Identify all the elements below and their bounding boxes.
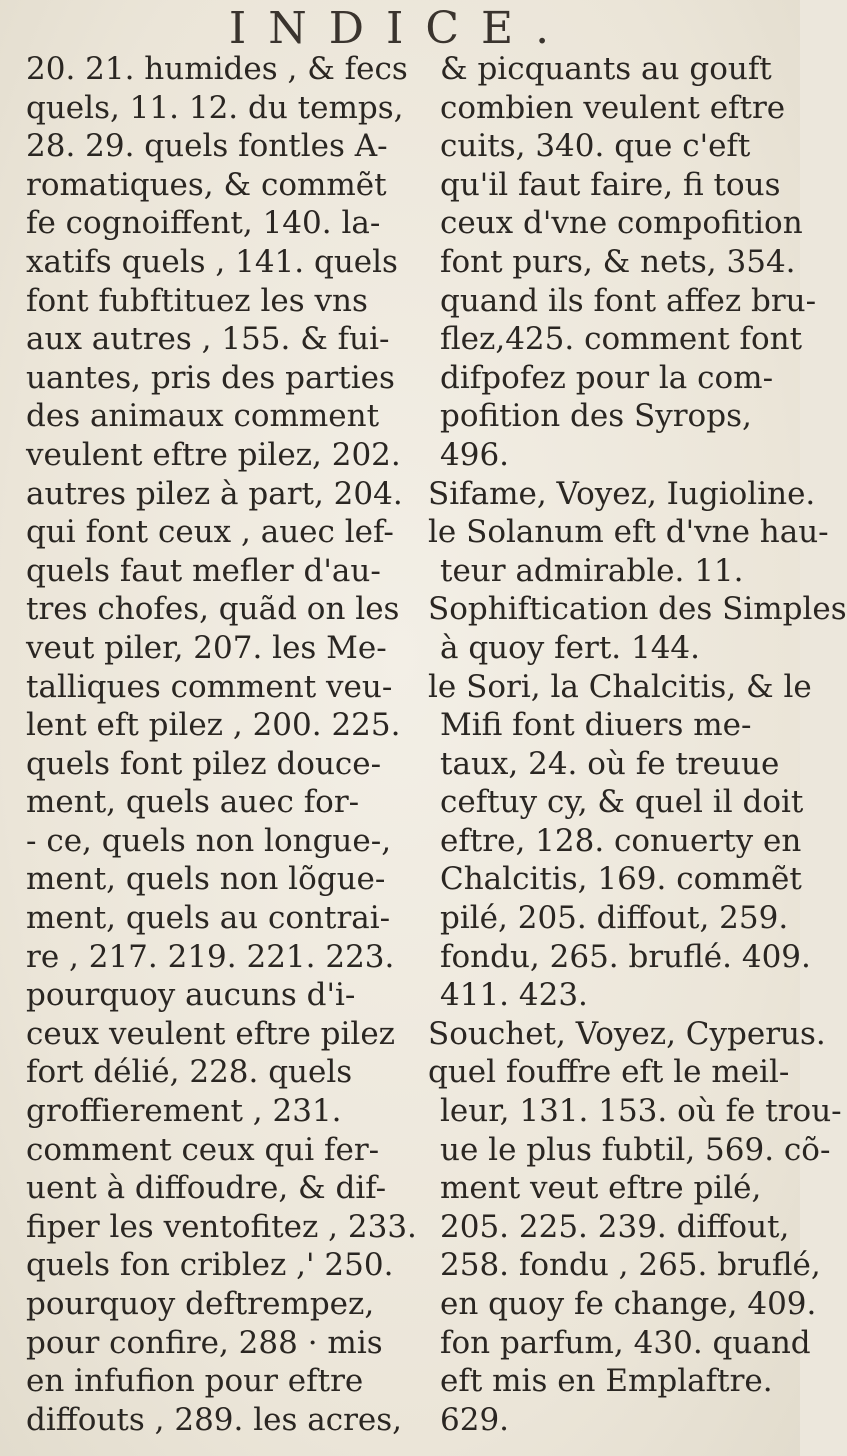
index-line: Mifi font diuers me- <box>440 707 752 744</box>
left-column <box>26 50 417 1439</box>
index-line: 629. <box>440 1401 510 1438</box>
index-line: des animaux comment <box>26 398 380 435</box>
index-line: ceux d'vne compofition <box>440 205 803 242</box>
index-line: 258. fondu , 265. bruflé, <box>440 1247 821 1284</box>
index-line: cuits, 340. que c'eft <box>440 128 751 165</box>
index-line: Souchet, Voyez, Cyperus. <box>428 1015 826 1052</box>
index-line: quand ils font affez bru- <box>440 282 817 319</box>
index-line: ue le plus fubtil, 569. cõ- <box>440 1131 831 1168</box>
index-line: qu'il faut faire, fi tous <box>440 166 781 203</box>
index-line: quel fouffre eft le meil- <box>428 1054 790 1091</box>
index-line: fon parfum, 430. quand <box>440 1324 811 1361</box>
index-line: & picquants au gouft <box>440 51 772 87</box>
index-line: ceftuy cy, & quel il doit <box>440 784 804 821</box>
index-line: diffouts , 289. les acres, <box>26 1401 403 1438</box>
index-line: 205. 225. 239. diffout, <box>440 1208 790 1245</box>
index-line: qui font ceux , auec lef- <box>26 514 394 551</box>
index-line: romatiques, & commẽt <box>26 166 387 203</box>
index-line: pourquoy deftrempez, <box>26 1286 375 1322</box>
index-line: ment veut eftre pilé, <box>440 1170 762 1207</box>
index-line: difpofez pour la com- <box>440 359 774 396</box>
index-line: eft mis en Emplaftre. <box>440 1363 773 1400</box>
index-line: - ce, quels non longue-, <box>26 822 392 859</box>
index-line: fort délié, 228. quels <box>26 1054 353 1091</box>
index-line: 28. 29. quels fontles A- <box>26 128 388 165</box>
index-line: pourquoy aucuns d'i- <box>26 977 356 1014</box>
index-line: ment, quels au contrai- <box>26 900 391 937</box>
index-line: combien veulent eftre <box>440 89 786 126</box>
index-line: 496. <box>440 436 510 473</box>
index-line: uent à diffoudre, & dif- <box>26 1170 387 1207</box>
index-line: autres pilez à part, 204. <box>26 475 403 512</box>
index-line: font purs, & nets, 354. <box>440 243 796 280</box>
index-line: xatifs quels , 141. quels <box>26 243 398 280</box>
index-line: ment, quels non lõgue- <box>26 861 386 898</box>
index-line: talliques comment veu- <box>26 668 393 705</box>
index-line: pour confire, 288 · mis <box>26 1324 383 1361</box>
index-line: en infufion pour eftre <box>26 1363 364 1400</box>
index-line: quels fon criblez ,' 250. <box>26 1247 394 1284</box>
index-line: quels font pilez douce- <box>26 745 382 782</box>
index-line: fondu, 265. bruflé. 409. <box>440 938 811 975</box>
index-line: Sifame, Voyez, Iugioline. <box>428 475 816 512</box>
index-line: 411. 423. <box>440 977 588 1014</box>
index-line: pofition des Syrops, <box>440 398 752 435</box>
index-line: flez,425. comment font <box>440 321 803 358</box>
page-header: INDICE. <box>228 3 572 54</box>
index-line: teur admirable. 11. <box>440 552 744 589</box>
index-line: Chalcitis, 169. commẽt <box>440 861 802 898</box>
right-column <box>428 50 847 1439</box>
index-line: veulent eftre pilez, 202. <box>26 436 401 473</box>
index-line: fe cognoiffent, 140. la- <box>26 205 381 242</box>
index-line: Sophiftication des Simples <box>428 591 847 628</box>
index-line: le Sori, la Chalcitis, & le <box>428 668 812 705</box>
index-line: fiper les ventofitez , 233. <box>26 1208 417 1245</box>
index-line: font fubftituez les vns <box>26 282 368 319</box>
index-line: ceux veulent eftre pilez <box>26 1015 396 1052</box>
index-line: 20. 21. humides , & fecs <box>26 51 408 87</box>
index-line: re , 217. 219. 221. 223. <box>26 938 395 975</box>
index-line: comment ceux qui fer- <box>26 1131 380 1168</box>
index-line: veut piler, 207. les Me- <box>26 629 387 666</box>
index-line: groffierement , 231. <box>26 1093 342 1130</box>
index-line: eftre, 128. conuerty en <box>440 822 802 859</box>
index-line: le Solanum eft d'vne hau- <box>428 514 829 551</box>
index-line: en quoy fe change, 409. <box>440 1286 817 1322</box>
index-line: taux, 24. où fe treuue <box>440 745 780 782</box>
index-line: aux autres , 155. & fui- <box>26 321 390 358</box>
index-line: tres chofes, quãd on les <box>26 591 400 628</box>
index-line: lent eft pilez , 200. 225. <box>26 707 401 744</box>
index-line: pilé, 205. diffout, 259. <box>440 900 789 937</box>
index-line: à quoy fert. 144. <box>440 629 701 666</box>
index-line: quels faut mefler d'au- <box>26 552 381 589</box>
index-line: quels, 11. 12. du temps, <box>26 89 404 126</box>
index-line: uantes, pris des parties <box>26 359 395 396</box>
index-line: leur, 131. 153. où fe trou- <box>440 1093 842 1130</box>
index-line: ment, quels auec for- <box>26 784 360 821</box>
